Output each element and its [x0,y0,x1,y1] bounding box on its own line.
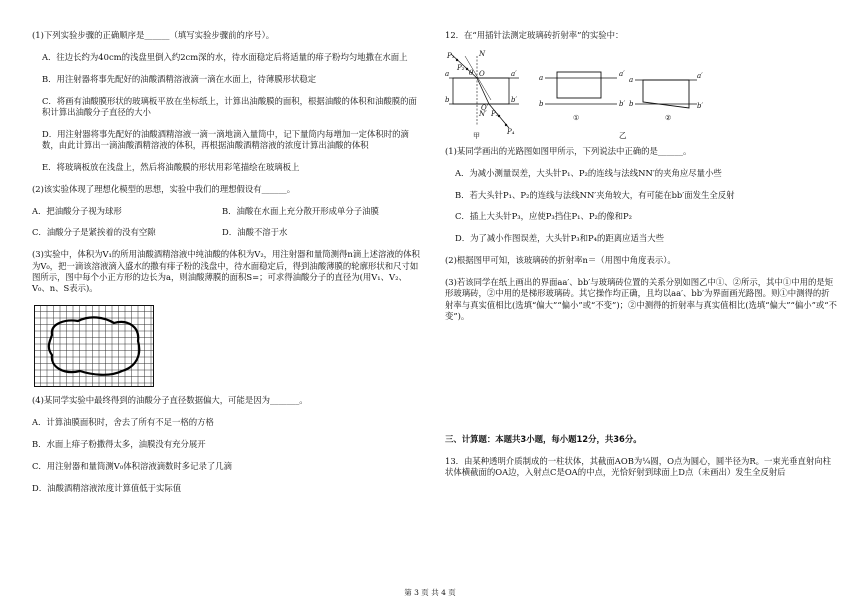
q1-option-c: C．将画有油酸膜形状的玻璃板平放在坐标纸上，计算出油酸膜的面积，根据油酸的体积和油酸膜的面积计算出油酸分子直径的大小 [42,95,417,117]
figure-yi-label: 乙 [619,130,627,140]
q12-sub1-option-d: D．为了减小作图误差，大头针P₃和P₄的距离应适当大些 [455,233,664,244]
q1-option-a: A．往边长约为40cm的浅盘里倒入约2cm深的水，待水面稳定后将适量的痱子粉均匀地撒在水面上 [42,51,408,62]
q2-stem: (2)该实验体现了理想化模型的思想，实验中我们的理想假设有______。 [32,183,296,194]
svg-text:P₁: P₁ [447,51,455,60]
svg-text:①: ① [573,113,580,122]
svg-text:a: a [539,73,544,82]
svg-text:a: a [445,69,450,78]
figure-jia [445,50,519,140]
svg-text:a′: a′ [511,69,517,78]
q1-option-e: E．将玻璃板放在浅盘上，然后将油酸膜的形状用彩笔描绘在玻璃板上 [42,161,300,172]
q12-sub2: (2)根据图甲可知，该玻璃砖的折射率n＝（用图中角度表示）。 [445,255,676,266]
svg-text:θ: θ [469,68,474,77]
svg-text:a′: a′ [619,69,625,78]
oil-film-grid-figure [34,305,154,387]
svg-text:O: O [479,69,485,78]
svg-text:P₂: P₂ [457,63,465,72]
q2-options-row2 [32,227,422,238]
q2-option-a: A．把油酸分子视为球形 [32,205,122,216]
figure-yi-one [539,70,625,122]
svg-text:甲: 甲 [473,131,480,140]
q12-sub3: (3)若该同学在纸上画出的界面aa′、bb′与玻璃砖位置的关系分别如图乙中①、②所示，其中①中用的是矩形玻璃砖，②中用的是梯形玻璃砖。其它操作均正确，且均以aa′、bb′为界面画光路图。则①中测得的折射率与真实值相比(选填“偏大”“偏小”或“不变”)；②中测得的折射率与真实值相比(选填“偏大”“偏小”或“不变”)。 [445,276,837,321]
q1-option-b: B．用注射器将事先配好的油酸酒精溶液滴一滴在水面上，待薄膜形状稳定 [42,73,317,84]
svg-text:b: b [539,99,544,108]
svg-text:b: b [629,99,634,108]
right-column [445,30,837,489]
svg-text:O′: O′ [481,103,489,112]
q12-sub1-option-a: A．为减小测量误差，大头针P₁、P₂的连线与法线NN′的夹角应尽量小些 [455,167,722,178]
oil-film-outline [49,318,139,375]
q2-option-c: C．油酸分子是紧挨着的没有空隙 [32,227,156,238]
svg-text:b′: b′ [511,95,518,104]
q4-option-d: D．油酸酒精溶液浓度计算值低于实际值 [32,482,182,493]
page-footer: 第 3 页 共 4 页 [404,588,456,597]
svg-text:b: b [445,95,450,104]
q2-options-row1 [32,206,422,217]
q4-option-c: C．用注射器和量筒测V₀体积溶液滴数时多记录了几滴 [32,460,233,471]
q4-stem: (4)某同学实验中最终得到的油酸分子直径数据偏大，可能是因为_______。 [32,395,308,406]
q1-option-d: D．用注射器将事先配好的油酸酒精溶液一滴一滴地滴入量筒中，记下量筒内每增加一定体积时的滴数，由此计算出一滴油酸酒精溶液的体积，再根据油酸酒精溶液的浓度计算出油酸的体积 [42,128,409,151]
q4-option-a: A．计算油膜面积时，舍去了所有不足一格的方格 [32,417,214,427]
svg-text:b′: b′ [697,101,704,110]
refraction-figures [445,48,705,140]
q1-stem: (1)下列实验步骤的正确顺序是______（填写实验步骤前的序号）。 [32,30,275,40]
svg-text:N′: N′ [479,109,487,118]
svg-text:a: a [629,75,634,84]
q12-sub1: (1)某同学画出的光路图如图甲所示，下列说法中正确的是______。 [445,145,692,156]
q13-stem: 13．由某种透明介质制成的一柱状体，其截面AOB为¼圆，O点为圆心，圆半径为R。一束光垂直射向柱状体横截面的OA边，入射点C是OA的中点，光恰好射到球面上D点（未画出）发生全反射后 [445,456,832,478]
q12-stem: 12．在“用插针法测定玻璃砖折射率”的实验中： [445,30,624,40]
svg-text:②: ② [665,113,672,122]
q3-stem: (3)实验中，体积为V₁的所用油酸酒精溶液中纯油酸的体积为V₂，用注射器和量筒测得n滴上述溶液的体积为V₀，把一滴该溶液滴入盛水的撒有痱子粉的浅盘中，待水面稳定后，得到油酸薄膜的轮廓形状和尺寸如图所示，图中每个小正方形的边长为a，则油酸薄膜的面积S=；可求得油酸分子的直径为(用V₁、V₂、V₀、n、S表示)。 [32,249,420,294]
q12-sub1-option-b: B．若大头针P₁、P₂的连线与法线NN′夹角较大，有可能在bb′面发生全反射 [455,189,735,200]
svg-text:P₃: P₃ [491,109,499,118]
svg-text:b′: b′ [619,99,626,108]
left-column [32,30,422,504]
figure-yi-two [629,72,703,122]
svg-text:P₄: P₄ [507,127,515,136]
q2-option-b: B．油酸在水面上充分散开形成单分子油膜 [222,205,379,216]
svg-text:a′: a′ [697,71,703,80]
svg-text:N: N [479,49,486,58]
section-3-heading: 三、计算题：本题共3小题，每小题12分，共36分。 [445,434,642,445]
q4-option-b: B．水面上痱子粉撒得太多，油膜没有充分展开 [32,438,206,449]
q12-sub1-option-c: C．插上大头针P₃，应使P₃挡住P₁、P₂的像和P₂ [455,211,632,222]
q2-option-d: D．油酸不溶于水 [222,227,288,238]
